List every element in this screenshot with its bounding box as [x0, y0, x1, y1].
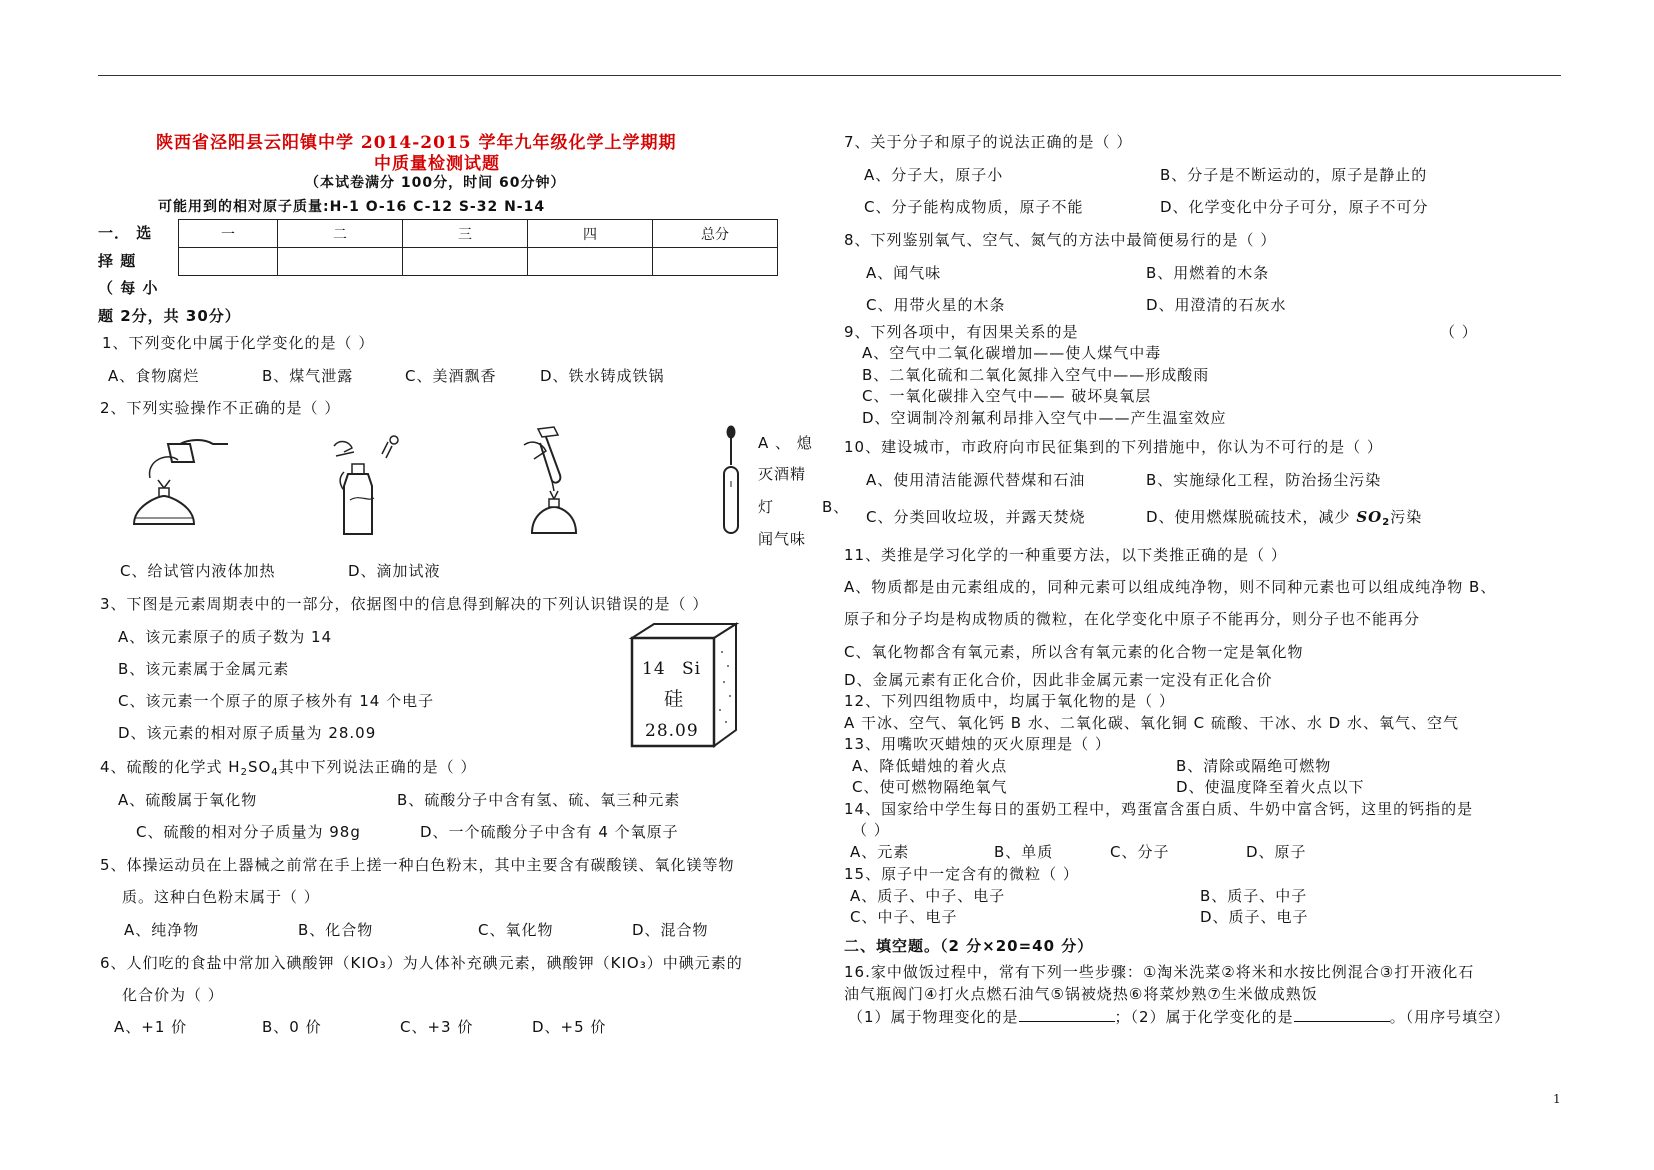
score-header-total: 总分: [653, 220, 778, 248]
q1-option-a: A、食物腐烂: [108, 367, 200, 385]
q2-option-a-line3: 灯: [758, 498, 775, 516]
q13-stem: 13、用嘴吹灭蜡烛的灭火原理是（ ）: [844, 735, 1111, 753]
q14-option-c: C、分子: [1110, 843, 1170, 861]
q2-option-a-line2: 灭酒精: [758, 465, 807, 483]
q6-stem-line2: 化合价为（ ）: [122, 986, 224, 1004]
score-header-3: 三: [403, 220, 528, 248]
q14-answer-paren: （ ）: [852, 821, 890, 839]
q3-option-a: A、该元素原子的质子数为 14: [118, 628, 333, 646]
q11-option-d: D、金属元素有正化合价，因此非金属元素一定没有正化合价: [844, 671, 1273, 689]
q4-stem: 4、硫酸的化学式 $H_2SO_4$其中下列说法正确的是（ ）: [100, 758, 477, 778]
q5-option-c: C、氧化物: [478, 921, 554, 939]
q16-line1: 16.家中做饭过程中，常有下列一些步骤：①淘米洗菜②将米和水按比例混合③打开液化石: [844, 963, 1475, 981]
heating-test-tube-figure: [520, 425, 600, 540]
smelling-gas-figure: [330, 430, 420, 540]
q13-option-d: D、使温度降至着火点以下: [1176, 778, 1365, 796]
q5-option-d: D、混合物: [632, 921, 709, 939]
q3-option-b: B、该元素属于金属元素: [118, 660, 290, 678]
q5-stem-line2: 质。这种白色粉末属于（ ）: [122, 888, 320, 906]
section1-label-d: 题 2分，共 30分）: [98, 307, 241, 325]
q5-stem-line1: 5、体操运动员在上器械之前常在手上搓一种白色粉末，其中主要含有碳酸镁、氧化镁等物: [100, 856, 735, 874]
q10-option-b: B、实施绿化工程，防治扬尘污染: [1146, 471, 1382, 489]
q13-option-b: B、清除或隔绝可燃物: [1176, 757, 1332, 775]
q13-option-c: C、使可燃物隔绝氧气: [852, 778, 1008, 796]
q8-option-d: D、用澄清的石灰水: [1146, 296, 1287, 314]
q9-option-d: D、空调制冷剂氟利昂排入空气中——产生温室效应: [862, 409, 1227, 427]
header-rule: [98, 75, 1561, 76]
q2-option-c: C、给试管内液体加热: [120, 562, 276, 580]
q4-option-a: A、硫酸属于氧化物: [118, 791, 258, 809]
q7-stem: 7、关于分子和原子的说法正确的是（ ）: [844, 133, 1133, 151]
score-cell-2[interactable]: [278, 248, 403, 276]
q2-stem: 2、下列实验操作不正确的是（ ）: [100, 399, 341, 417]
page-number: 1: [1553, 1092, 1561, 1106]
q4-option-d: D、一个硫酸分子中含有 4 个氧原子: [420, 823, 679, 841]
q4-option-c: C、硫酸的相对分子质量为 98g: [136, 823, 361, 841]
q5-option-b: B、化合物: [298, 921, 374, 939]
score-cell-4[interactable]: [528, 248, 653, 276]
atomic-mass-note: 可能用到的相对原子质量:H-1 O-16 C-12 S-32 N-14: [158, 199, 546, 215]
q9-option-c: C、一氧化碳排入空气中—— 破坏臭氧层: [862, 387, 1152, 405]
q10-stem: 10、建设城市，市政府向市民征集到的下列措施中，你认为不可行的是（ ）: [844, 438, 1383, 456]
q14-option-a: A、元素: [850, 843, 910, 861]
q2-option-b-line: 闻气味: [758, 530, 807, 548]
q15-option-d: D、质子、电子: [1200, 908, 1309, 926]
q10-option-c: C、分类回收垃圾，并露天焚烧: [866, 508, 1086, 526]
score-header-2: 二: [278, 220, 403, 248]
q8-option-b: B、用燃着的木条: [1146, 264, 1270, 282]
section1-label-c: （ 每 小: [98, 279, 159, 297]
q15-option-a: A、质子、中子、电子: [850, 887, 1006, 905]
section1-label-a: 一． 选: [98, 224, 153, 242]
element-number: 14: [642, 659, 666, 679]
exam-title-line2: 中质量检测试题: [374, 154, 500, 174]
element-symbol: Si: [682, 659, 702, 679]
q1-option-b: B、煤气泄露: [262, 367, 354, 385]
section1-label-b: 择 题: [98, 252, 137, 270]
q12-stem: 12、下列四组物质中，均属于氧化物的是（ ）: [844, 692, 1175, 710]
q2-option-d: D、滴加试液: [348, 562, 441, 580]
q10-option-d: D、使用燃煤脱硫技术，减少 $SO_2$污染: [1146, 508, 1423, 528]
q16-blank-1[interactable]: [1019, 1007, 1115, 1022]
q4-option-b: B、硫酸分子中含有氢、硫、氧三种元素: [397, 791, 681, 809]
q15-stem: 15、原子中一定含有的微粒（ ）: [844, 865, 1079, 883]
element-name: 硅: [664, 688, 685, 710]
q6-option-c: C、+3 价: [400, 1018, 474, 1036]
q10-option-a: A、使用清洁能源代替煤和石油: [866, 471, 1086, 489]
q8-option-c: C、用带火星的木条: [866, 296, 1006, 314]
q9-answer-paren: （ ）: [1440, 323, 1478, 341]
alcohol-lamp-cap-figure: [128, 430, 238, 540]
q3-stem: 3、下图是元素周期表中的一部分，依据图中的信息得到解决的下列认识错误的是（ ）: [100, 595, 709, 613]
q9-option-a: A、空气中二氧化碳增加——使人煤气中毒: [862, 344, 1162, 362]
q3-option-d: D、该元素的相对原子质量为 28.09: [118, 724, 377, 742]
q7-option-d: D、化学变化中分子可分，原子不可分: [1160, 198, 1429, 216]
score-note: （本试卷满分 100分，时间 60分钟）: [305, 175, 566, 191]
q12-options: A 干冰、空气、氧化钙 B 水、二氧化碳、氧化铜 C 硫酸、干冰、水 D 水、氧气、空气: [844, 714, 1459, 732]
exam-title-line1: 陕西省泾阳县云阳镇中学 2014-2015 学年九年级化学上学期期: [156, 133, 677, 153]
q15-option-b: B、质子、中子: [1200, 887, 1308, 905]
q14-option-d: D、原子: [1246, 843, 1307, 861]
dropper-figure: [716, 425, 746, 537]
q7-option-a: A、分子大，原子小: [864, 166, 1004, 184]
q14-stem: 14、国家给中学生每日的蛋奶工程中，鸡蛋富含蛋白质、牛奶中富含钙，这里的钙指的是: [844, 800, 1474, 818]
q9-stem: 9、下列各项中，有因果关系的是: [844, 323, 1079, 341]
q2-option-a-line1: A 、 熄: [758, 434, 813, 452]
score-cell-total[interactable]: [653, 248, 778, 276]
q11-option-a: A、物质都是由元素组成的，同种元素可以组成纯净物，则不同种元素也可以组成纯净物 B、: [844, 578, 1497, 596]
score-table: [178, 219, 778, 276]
q16-prompt: （1）属于物理变化的是 ；（2）属于化学变化的是 。（用序号填空）: [848, 1008, 1511, 1026]
q16-line2: 油气瓶阀门④打火点燃石油气⑤锅被烧热⑥将菜炒熟⑦生米做成熟饭: [844, 985, 1318, 1003]
q1-option-c: C、美酒飘香: [405, 367, 497, 385]
q13-option-a: A、降低蜡烛的着火点: [852, 757, 1008, 775]
q1-stem: 1、下列变化中属于化学变化的是（ ）: [102, 334, 375, 352]
q1-option-d: D、铁水铸成铁锅: [540, 367, 665, 385]
score-header-4: 四: [528, 220, 653, 248]
q8-option-a: A、闻气味: [866, 264, 942, 282]
q7-option-c: C、分子能构成物质，原子不能: [864, 198, 1084, 216]
section2-title: 二、填空题。（2 分×20=40 分）: [844, 937, 1094, 955]
q7-option-b: B、分子是不断运动的，原子是静止的: [1160, 166, 1428, 184]
q11-stem: 11、类推是学习化学的一种重要方法，以下类推正确的是（ ）: [844, 546, 1287, 564]
score-cell-1[interactable]: [179, 248, 278, 276]
q16-blank-2[interactable]: [1294, 1007, 1390, 1022]
q6-stem-line1: 6、人们吃的食盐中常加入碘酸钾（KIO₃）为人体补充碘元素，碘酸钾（KIO₃）中碘元素的: [100, 954, 743, 972]
q14-option-b: B、单质: [994, 843, 1054, 861]
q2-option-b-label: B、: [822, 498, 850, 516]
q3-option-c: C、该元素一个原子的原子核外有 14 个电子: [118, 692, 435, 710]
q11-option-c: C、氧化物都含有氧元素，所以含有氧元素的化合物一定是氧化物: [844, 643, 1304, 661]
q6-option-a: A、+1 价: [114, 1018, 188, 1036]
q6-option-d: D、+5 价: [532, 1018, 607, 1036]
element-mass: 28.09: [645, 721, 699, 741]
q15-option-c: C、中子、电子: [850, 908, 958, 926]
q9-option-b: B、二氧化硫和二氧化氮排入空气中——形成酸雨: [862, 366, 1210, 384]
q6-option-b: B、0 价: [262, 1018, 322, 1036]
q8-stem: 8、下列鉴别氧气、空气、氮气的方法中最简便易行的是（ ）: [844, 231, 1277, 249]
q11-option-b: 原子和分子均是构成物质的微粒，在化学变化中原子不能再分，则分子也不能再分: [844, 610, 1421, 628]
score-header-1: 一: [179, 220, 278, 248]
q5-option-a: A、纯净物: [124, 921, 200, 939]
score-cell-3[interactable]: [403, 248, 528, 276]
